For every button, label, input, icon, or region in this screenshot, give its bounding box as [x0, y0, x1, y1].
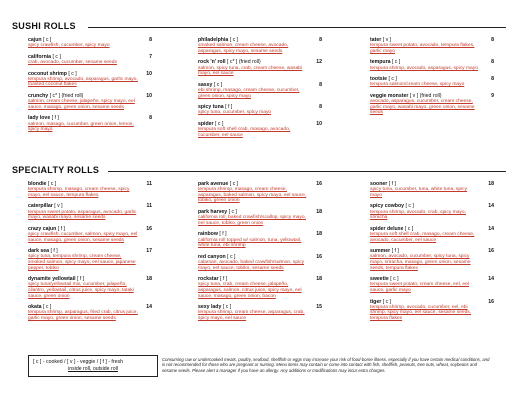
- allergy-disclaimer: Consuming raw or undercooked meats, poultry, seafood, shellfish or eggs may increase your risk of food-borne illness, especially if you have certain medical conditions, and is not recommended for those who are pregnant or nursing. Menu items may contain or come into contact with fish, shellfish, peanuts, tree nuts, wheat, soybeans and sesame seeds. Please alert a manager if you have an allergy. Any additions or modifications may incur extra charges.: [162, 357, 490, 373]
- menu-item-tag: [ c ]: [43, 304, 52, 311]
- menu-item-tag: [ f ]: [388, 181, 396, 187]
- menu-item-description: spicy tuna, crab, cream cheese, jalapeño, asparagus, salmon, citrus juice, spicy mayo, eel sauce, masago, green onion, bacon: [198, 282, 302, 299]
- menu-item: [198, 254, 322, 271]
- menu-item-tag: [ c ]: [388, 76, 397, 83]
- menu-item-tag: [ f ]: [219, 231, 227, 238]
- menu-item: [28, 226, 152, 243]
- menu-item-description: tempura sweet potato, asparagus, avocado, garlic mayo, wasabi mayo, sesame seeds: [28, 209, 137, 221]
- menu-item: [198, 276, 322, 299]
- menu-item: [28, 276, 152, 299]
- menu-item-description: california roll, baked crawfish/scallop, spicy mayo, eel sauce, tobiko, green onion: [198, 215, 306, 226]
- menu-item-description: tempura soft shell crab, masago, avocado, cucumber, eel sauce: [198, 127, 291, 138]
- menu-item-tag: [ c ]: [228, 208, 237, 215]
- legend-box: [28, 355, 158, 377]
- menu-item-description: spicy tuna, tempura shrimp, cream cheese, smoked salmon, spicy mayo, eel sauce, japanese pepper, tobiko: [28, 254, 136, 271]
- menu-item-description: avocado, asparagus, cucumber, cream cheese, garlic mayo, wasabi mayo, green onion, sesame seeds: [370, 99, 475, 116]
- menu-item-tag: [ f ]: [57, 225, 65, 232]
- menu-item-tag: [ c ]: [215, 120, 224, 127]
- specialty-col-1: [28, 181, 152, 327]
- menu-item-name: spider deluxe: [370, 225, 404, 232]
- menu-item-name: tempura: [370, 59, 391, 66]
- menu-item-price: 8: [319, 104, 322, 111]
- menu-item-tag: [ c ]: [213, 81, 223, 88]
- menu-item-name: park harvey: [198, 208, 228, 215]
- menu-item-name: sweetie: [370, 276, 389, 283]
- menu-item-price: 12: [316, 59, 322, 66]
- legend-line-2: inside roll, outside roll: [68, 366, 118, 372]
- menu-item-description: tempura shrimp, avocado, crab, spicy mayo, sriracha: [370, 209, 466, 221]
- menu-item-name: sexy lady: [198, 304, 222, 311]
- menu-item-tag: [ c* ] (fried roll): [49, 92, 84, 99]
- menu-item-description: salmon, spicy tuna, crab, cream cheese, wasabi mayo, eel sauce: [198, 65, 303, 77]
- menu-item-price: 14: [488, 225, 494, 232]
- menu-item-description: spicy tuna, cucumber, spicy mayo: [198, 110, 272, 116]
- menu-item-description: tempura soft shell crab, masago, cream cheese, avocado, cucumber, eel sauce: [370, 231, 475, 243]
- menu-item-tag: [ c ]: [227, 253, 236, 260]
- menu-item-name: caterpillar: [28, 203, 53, 210]
- menu-item: [28, 71, 152, 88]
- menu-item-price: 8: [319, 81, 322, 88]
- menu-item-name: veggie monster: [370, 92, 409, 99]
- menu-item-tag: [ f ]: [77, 276, 85, 283]
- menu-item-description: tempura shrimp, cream cheese, asparagus, crab, spicy mayo, eel sauce: [198, 310, 305, 321]
- menu-item-description: tempura shrimp, avocado, asparagus, garlic mayo, toasted coconut flakes: [28, 76, 138, 88]
- menu-item-price: 7: [149, 53, 152, 60]
- menu-item-name: tiger: [370, 298, 382, 305]
- menu-item: [198, 59, 322, 76]
- menu-item-price: 16: [488, 248, 494, 255]
- sushi-rolls-title: SUSHI ROLLS: [12, 21, 76, 31]
- menu-item-tag: [ c* ] (fried roll): [227, 59, 261, 66]
- menu-item-name: spicy tuna: [198, 104, 224, 111]
- menu-item-tag: [ f ]: [225, 104, 233, 111]
- menu-item-tag: [ c ]: [390, 276, 399, 283]
- menu-item-name: blondie: [28, 181, 47, 187]
- menu-item-description: smoked salmon, cream cheese, avocado, asparagus, spicy mayo, sesame seeds: [198, 43, 289, 54]
- sushi-col-3: [370, 37, 494, 121]
- menu-item-name: dark sea: [28, 248, 50, 255]
- menu-item-price: 16: [146, 225, 152, 232]
- menu-item-tag: [ f ]: [51, 115, 59, 122]
- menu-item: [28, 115, 152, 132]
- menu-item-tag: [ c ]: [229, 181, 239, 187]
- menu-item: [198, 231, 322, 248]
- menu-item: [370, 203, 494, 220]
- menu-item: [28, 54, 152, 66]
- menu-item-description: tempura shrimp, avocado, asparagus, spicy mayo: [370, 65, 478, 71]
- menu-item-tag: [ c ]: [382, 298, 392, 305]
- menu-item-price: 8: [491, 76, 494, 83]
- menu-item-tag: [ f ]: [50, 248, 58, 255]
- menu-item-name: tootsie: [370, 76, 388, 83]
- menu-item-price: 11: [146, 203, 152, 210]
- menu-item-description: spicy tuna/yellowtail mix, cucumber, jalapeño, cilantro, yellowtail, citrus juice, spicy mayo, tataki sauce, green onion: [28, 282, 134, 299]
- menu-item: [198, 121, 322, 138]
- menu-item-description: salmon, cream cheese, jalapeño, spicy mayo, eel sauce, masago, green onion, sesame seeds: [28, 99, 135, 110]
- menu-item-name: lady love: [28, 115, 51, 122]
- menu-item-name: crazy cajun: [28, 225, 57, 232]
- menu-item-price: 8: [491, 37, 494, 43]
- menu-item: [198, 104, 322, 116]
- menu-item-price: 10: [316, 120, 322, 127]
- menu-item-price: 16: [316, 181, 322, 187]
- menu-item-name: spicy cowboy: [370, 203, 405, 210]
- menu-item-description: tempura salmon/cream cheese, spicy mayo: [370, 82, 465, 88]
- menu-item-name: red canyon: [198, 253, 226, 260]
- menu-item-price: 9: [491, 92, 494, 99]
- menu-item: [198, 37, 322, 54]
- menu-item-description: salmon, avocado, cucumber, spicy tuna, spicy mayo, sriracha, masago, green onion, sesame seeds, tempura flakes: [370, 254, 471, 271]
- menu-item-price: 18: [316, 208, 322, 215]
- menu-item: [370, 226, 494, 243]
- menu-item-tag: [ c ]: [68, 70, 77, 77]
- menu-item-price: 8: [319, 37, 322, 43]
- menu-item-price: 18: [488, 181, 494, 187]
- menu-item-name: tater: [370, 37, 382, 43]
- menu-item: [28, 37, 152, 49]
- menu-item-name: dynamite yellowtail: [28, 276, 76, 283]
- menu-item-description: salmon, masago, cucumber, green onion, lemon, spicy mayo: [28, 121, 134, 133]
- sushi-col-2: [198, 37, 322, 143]
- menu-item-name: park avenue: [198, 181, 229, 187]
- menu-item: [28, 248, 152, 271]
- menu-item: [370, 248, 494, 271]
- menu-item-tag: [ v ] (fried roll): [409, 92, 442, 99]
- menu-item-description: ebi shrimp, masago, cream cheese, cucumber, green onion, spicy mayo: [198, 87, 300, 99]
- menu-item: [198, 181, 322, 204]
- sushi-col-1: [28, 37, 152, 138]
- specialty-rolls-title: SPECIALTY ROLLS: [12, 165, 100, 175]
- menu-item-price: 17: [146, 248, 152, 255]
- menu-item-name: summer: [370, 248, 391, 255]
- menu-item-description: tempura shrimp, avocado, cucumber, eel, ebi shrimp, spicy mayo, eel sauce, sesame seeds, tempura flakes: [370, 304, 472, 321]
- sushi-rolls-rule: [88, 27, 506, 28]
- menu-item-description: tempura sweet potato, cream cheese, eel, eel sauce, garlic mayo: [370, 282, 469, 293]
- menu-item-description: spicy tuna, cucumber, tuna, white tuna, spicy mayo: [370, 187, 468, 198]
- menu-item-name: philadelphia: [198, 37, 229, 43]
- menu-item-price: 14: [488, 203, 494, 210]
- menu-item-description: tempura shrimp, masago, cream cheese, spicy mayo, eel sauce, tempura flakes: [28, 187, 130, 198]
- menu-item-description: tempura shrimp, masago, cream cheese, asparagus, baked salmon, spicy mayo, eel sauce, tobiko, green onion: [198, 187, 307, 204]
- menu-item: [28, 181, 152, 198]
- menu-item: [370, 76, 494, 88]
- menu-item-price: 14: [146, 304, 152, 311]
- menu-item-description: crab, avocado, cucumber, sesame seeds: [28, 60, 117, 65]
- menu-item-name: rock 'n' roll: [198, 59, 226, 66]
- menu-item-tag: [ c ]: [47, 181, 57, 187]
- menu-item-tag: [ c ]: [404, 225, 414, 232]
- menu-item-price: 10: [146, 70, 152, 77]
- menu-item-tag: [ c ]: [222, 304, 232, 311]
- menu-item-price: 14: [488, 276, 494, 283]
- menu-item-name: coconut shrimp: [28, 70, 67, 77]
- menu-item-name: okata: [28, 304, 42, 311]
- specialty-col-3: [370, 181, 494, 327]
- menu-item: [370, 181, 494, 198]
- menu-item-description: california roll topped w/ salmon, tuna, yellowtail, white tuna, ebi shrimp: [198, 237, 302, 249]
- menu-item: [28, 304, 152, 321]
- menu-item-price: 8: [149, 115, 152, 122]
- menu-item-name: california: [28, 53, 52, 60]
- menu-item-tag: [ c ]: [405, 203, 414, 210]
- legend-line-1: [ c ] - cooked / [ v ] - veggie / [ f ] - fresh: [33, 359, 123, 365]
- menu-item-name: sooner: [370, 181, 388, 187]
- menu-item-description: spicy crawfish, cucumber, spicy mayo: [28, 43, 110, 49]
- menu-item-name: spider: [198, 120, 214, 127]
- menu-item-price: 10: [146, 92, 152, 99]
- menu-item: [370, 299, 494, 322]
- menu-item-tag: [ c ]: [229, 37, 239, 43]
- menu-item-price: 15: [316, 304, 322, 311]
- menu-item-name: rainbow: [198, 231, 218, 238]
- menu-item-tag: [ v ]: [382, 37, 392, 43]
- menu-item-tag: [ c ]: [52, 53, 61, 60]
- menu-item-description: tempura sweet potato, avocado, tempura flakes, garlic mayo: [370, 43, 475, 54]
- menu-item-price: 11: [146, 181, 152, 187]
- menu-item-price: 8: [149, 37, 152, 43]
- menu-item: [370, 93, 494, 116]
- menu-item: [198, 304, 322, 321]
- menu-item-tag: [ c ]: [391, 59, 401, 66]
- menu-item-description: spicy crawfish, cucumber, salmon, spicy mayo, eel sauce, masago, green onion, sesame seeds: [28, 231, 138, 243]
- menu-item: [370, 276, 494, 293]
- menu-item-price: 18: [146, 276, 152, 283]
- menu-item-price: 16: [488, 298, 494, 305]
- specialty-rolls-rule: [108, 171, 506, 172]
- menu-item-tag: [ f ]: [391, 248, 399, 255]
- menu-item-name: sassy: [198, 81, 213, 88]
- menu-item-price: 18: [316, 276, 322, 283]
- menu-item: [198, 82, 322, 99]
- menu-item-tag: [ c ]: [43, 37, 52, 43]
- menu-item: [28, 93, 152, 110]
- menu-item-description: tempura shrimp, asparagus, fried crab, citrus juice, garlic mayo, green onion, sesame seeds: [28, 310, 138, 321]
- specialty-col-2: [198, 181, 322, 327]
- menu-item-description: calamari, avocado, baked crawfish/salmon, spicy mayo, eel sauce, tobiko, sesame seeds: [198, 259, 305, 271]
- menu-item-name: cajun: [28, 37, 42, 43]
- menu-item: [370, 59, 494, 71]
- menu-item-price: 8: [491, 59, 494, 66]
- menu-item: [370, 37, 494, 54]
- menu-item-tag: [ f ]: [219, 276, 228, 283]
- menu-item: [198, 209, 322, 226]
- menu-item: [28, 203, 152, 220]
- menu-item-name: crunchy: [28, 92, 49, 99]
- menu-item-price: 18: [316, 231, 322, 238]
- menu-item-name: rockstar: [198, 276, 219, 283]
- menu-item-tag: [ v ]: [54, 203, 63, 210]
- menu-item-price: 16: [316, 253, 322, 260]
